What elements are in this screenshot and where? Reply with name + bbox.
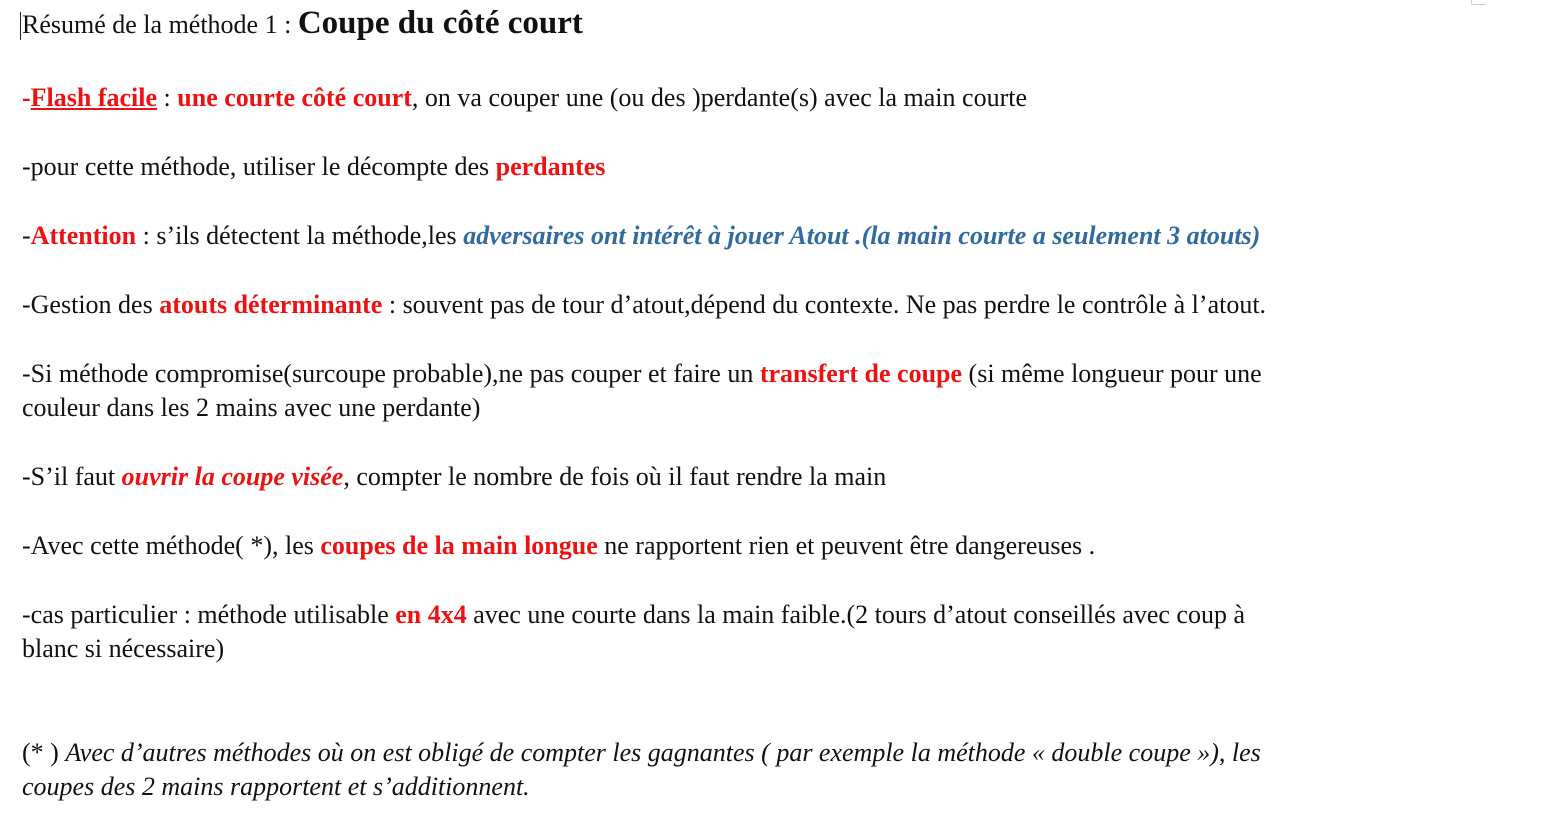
title-main: Coupe du côté court — [297, 5, 583, 41]
p8-text: -cas particulier : méthode utilisable — [22, 600, 396, 629]
page-corner-mark — [1471, 0, 1486, 5]
paragraph-attention — [22, 218, 1260, 253]
paragraph-transfert-line2 — [22, 390, 480, 425]
footnote-text-2: coupes des 2 mains rapportent et s’additionnent. — [22, 772, 530, 801]
footnote-line1 — [22, 735, 1261, 770]
p7-text: -Avec cette méthode( *), les — [22, 531, 321, 560]
coupes-main-longue: coupes de la main longue — [320, 531, 598, 560]
paragraph-transfert-line1 — [22, 356, 1262, 391]
p2-text: -pour cette méthode, utiliser le décompte des — [22, 152, 496, 181]
p5-text: -Si méthode compromise(surcoupe probable),ne pas couper et faire un — [22, 359, 760, 388]
dash: - — [22, 83, 31, 112]
p6-rest: , compter le nombre de fois où il faut rendre la main — [343, 462, 887, 491]
p5-rest: (si même longueur pour une — [962, 359, 1262, 388]
paragraph-main-longue — [22, 528, 1095, 563]
paragraph-cas-particulier-line1 — [22, 597, 1245, 632]
footnote-line2 — [22, 769, 530, 804]
transfert-de-coupe: transfert de coupe — [759, 359, 963, 388]
p3-text: : s’ils détectent la méthode,les — [136, 221, 464, 250]
p5-line2: couleur dans les 2 mains avec une perdante) — [22, 393, 481, 422]
courte-cote-court: une courte côté court — [177, 83, 412, 112]
p1-rest: , on va couper une (ou des )perdante(s) avec la main courte — [411, 83, 1027, 112]
ouvrir-la-coupe-visee: ouvrir la coupe visée — [121, 462, 344, 491]
p6-text: -S’il faut — [22, 462, 122, 491]
atouts-determinante: atouts déterminante — [159, 290, 383, 319]
title-line — [22, 6, 583, 42]
p8-line2: blanc si nécessaire) — [22, 634, 225, 663]
p4-text: -Gestion des — [22, 290, 160, 319]
paragraph-cas-particulier-line2 — [22, 631, 224, 666]
paragraph-gestion-atouts — [22, 287, 1266, 322]
attention-word: Attention — [30, 221, 137, 250]
dash: - — [22, 221, 31, 250]
p7-rest: ne rapportent rien et peuvent être dangereuses . — [597, 531, 1096, 560]
en-4x4: en 4x4 — [395, 600, 467, 629]
separator: : — [157, 83, 178, 112]
footnote-text-1: Avec d’autres méthodes où on est obligé de compter les gagnantes ( par exemple la méthode « double coupe »), les — [65, 738, 1261, 767]
flash-facile-label: Flash facile — [30, 83, 158, 112]
title-prefix: Résumé de la méthode 1 : — [22, 10, 298, 39]
paragraph-flash-facile — [22, 80, 1027, 115]
perdantes-word: perdantes — [495, 152, 606, 181]
adversaires-note: adversaires ont intérêt à jouer Atout .(la main courte a seulement 3 atouts) — [463, 221, 1261, 250]
footnote-prefix: (* ) — [22, 738, 66, 767]
paragraph-perdantes — [22, 149, 605, 184]
p8-rest: avec une courte dans la main faible.(2 tours d’atout conseillés avec coup à — [466, 600, 1246, 629]
text-cursor — [20, 12, 21, 40]
paragraph-ouvrir-coupe — [22, 459, 886, 494]
p4-rest: : souvent pas de tour d’atout,dépend du contexte. Ne pas perdre le contrôle à l’atout. — [382, 290, 1267, 319]
